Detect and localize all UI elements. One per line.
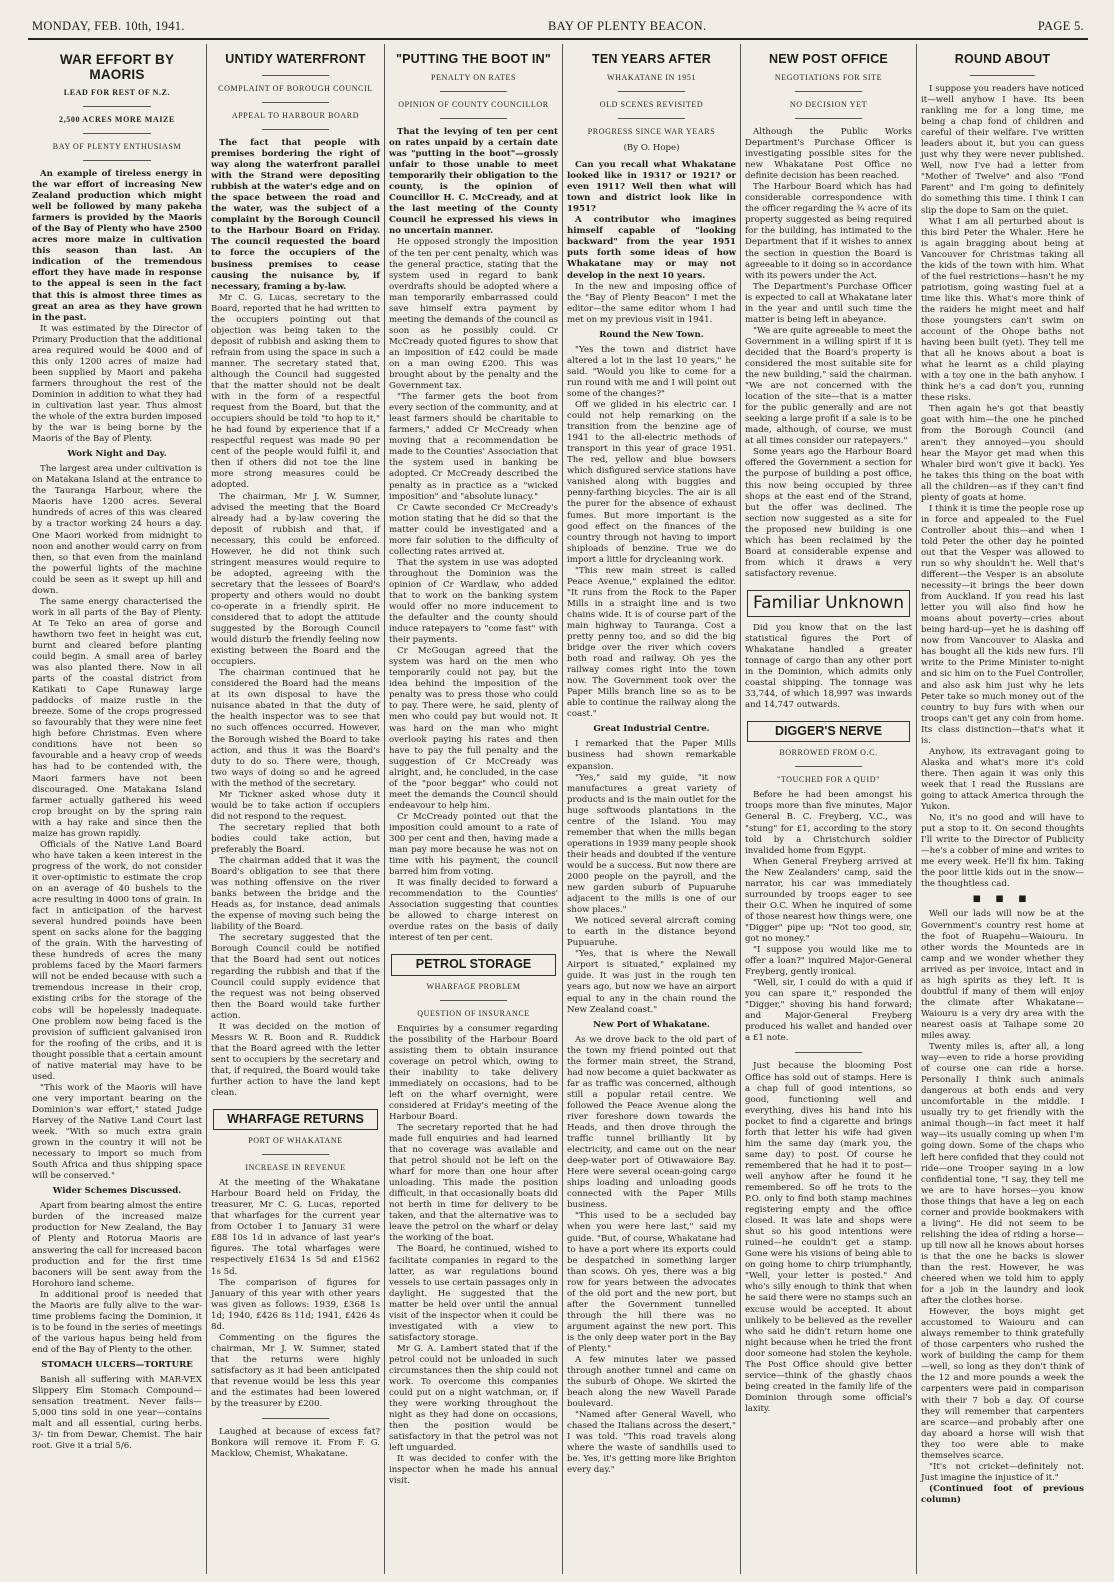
subheadline: WHAKATANE IN 1951: [606, 73, 697, 82]
paragraph: The secretary suggested that the Borough Council could be notified that the Board had sent out notices regarding the rubbish and that if the Council could supply evidence that the request was not being observed then the Board would take further action.: [211, 933, 380, 1021]
lead-paragraph: A contributor who imagines himself capable of "looking backward" from the year 1951 puts forth some ideas of how Whakatane may or may not develop in the next 10 years.: [567, 215, 736, 281]
paragraph: The Board, he continued, wished to facilitate companies in regard to the latter, as war regulations bound vessels to use certain passages only in daylight. He suggested that the matter be held over until the annual visit of the inspector when it could be investigated with a view to satisfactory storage.: [389, 1244, 558, 1343]
issue-date: MONDAY, FEB. 10th, 1941.: [32, 19, 185, 33]
paragraph: What I am all perturbed about is this bird Peter the Whaler. Here he is again bragging about being at Vancouver for Christmas taking all the kids of the town with him. What of the fuel restrictions—hasn't he my patriotism, going wasting fuel at a time like this. What's more think of the raiders he might meet and half those youngsters can't swim on account of the Ohope baths not having been built (yet). They tell me that all he knows about a boat is what he learnt as a child playing with a toy one in the bath anyhow. I think he's a cad don't you, running these risks.: [921, 216, 1084, 404]
subheadline: QUESTION OF INSURANCE: [417, 1008, 530, 1018]
paragraph: Some years ago the Harbour Board offered the Government a section for the purpose of building a post office, this now being occupied by three shops at the east end of the Strand, but the offer was declined. The section now suggested as a site for the proposed new building is one which has been reclaimed by the Board at considerable expense and from which it draws a very satisfactory revenue.: [745, 447, 912, 579]
lead-paragraph: An example of tireless energy in the war effort of increasing New Zealand production which might well be followed by many pakeha farmers is provided by the Maoris of the Bay of Plenty who have 2500 acres more maize in cultivation this season than last. An indication of the tremendous effort they have made in response to the appeal is seen in the fact that this is almost three times as great an area as they have grown in the past.: [32, 169, 202, 323]
divider: [440, 1000, 508, 1001]
paragraph: It was estimated by the Director of Primary Production that the additional area required would be 4000 and of this only 1200 acres of maize had been supplied by Maori and pakeha farmers throughout the rest of the Dominion in addition to what they had in cultivation last year. Thus almost the whole of the extra burden imposed by the war is being borne by the Maoris of the Bay of Plenty.: [32, 323, 202, 445]
section-heading: Work Night and Day.: [67, 449, 167, 460]
subheadline: APPEAL TO HARBOUR BOARD: [231, 111, 360, 120]
paragraph: Cr McGougan agreed that the system was hard on the men who temporarily could not pay, but the idea behind the imposition of the penalty was to press those who could to pay. There were, he said, plenty of men who could pay but would not. It was hard on the man who might overlook paying his rates and then have to pay the full penalty and the suggestion of Cr McCready was alright, and, he concluded, in the case of the "poor beggar" who could not meet the demands the Council should endeavour to help him.: [389, 646, 558, 811]
paragraph: Just because the blooming Post Office has sold out of stamps. Here is a chap full of good intentions, so good, functioning well and everything, dives his hand into his pocket to find a cigarette and brings forth that letter his wife had given him the same day (mark you, the same day) to post. Of course he remembered that he had it to post—well anyhow after he found it he remembered. So off he trots to the P.O. only to find both stamp machines registering empty and the office closed. It was late and shops were shut so his good intentions were ruined—he couldn't get a stamp. Gone were his visions of being able to on going home to chirp triumphantly, "Well, your letter is posted." And who's silly enough to think that when he said there were no stamps such an excuse would be accepted. It about unlikely to be believed as the reveller who said he didn't return home one night because when he tried the front door someone had stolen the keyhole. The Post Office should give better service—think of the ghastly chaos being created in the family life of the Dominion through some official's laxity.: [745, 1061, 912, 1414]
subheadline: OLD SCENES REVISITED: [599, 100, 704, 109]
divider: [618, 118, 686, 119]
paragraph: "This used to be a secluded bay when you were here last," said my guide. "But, of course, Whakatane had to have a port where its exports could be despatched in something larger than scows. Oh yes, there was a big row for years between the advocates of the old port and the new port, but after the Government tunnelled through the hill there was no argument against the new port. This is the only deep water port in the Bay of Plenty.": [567, 1211, 736, 1354]
subheadline: NO DECISION YET: [789, 100, 868, 109]
paragraph: The chairman continued that he considered the Board had the means at its own disposal to have the nuisance abated in that the duty of the health inspector was to see that no such offences occurred. However, the Borough wished the Board to take action, and thus it was the Board's duty to do so. There were, though, two ways of doing so and he agreed with the method of the secretary.: [211, 668, 380, 789]
paragraph: The secretary replied that both bodies could take action, but preferably the Board.: [211, 822, 380, 855]
paragraph: "The farmer gets the boot from every section of the community, and at least farmers should be charitable to farmers," added Cr McCready when moving that a recommendation be made to the Counties' Association that the system used in banking be adopted. Cr McCready described the penalty as in practice as a "wicked imposition" and "absolute lunacy.": [389, 392, 558, 502]
page-number: PAGE 5.: [1037, 19, 1084, 33]
lead-paragraph: Can you recall what Whakatane looked like in 1931? or 1921? or even 1911? Well then what will town and district look like in 1951?: [567, 160, 736, 215]
paragraph: Enquiries by a consumer regarding the possibility of the Harbour Board assisting them to obtain insurance coverage on petrol which, owing to their inability to take delivery immediately on occasions, had to be left on the wharf overnight, were considered at Friday's meeting of the Harbour Board.: [389, 1023, 558, 1122]
paragraph: Mr Tickner asked whose duty it would be to take action if occupiers did not respond to the request.: [211, 789, 380, 822]
section-heading: Great Industrial Centre.: [593, 724, 710, 735]
headline-petrol-storage: PETROL STORAGE: [391, 954, 556, 975]
paragraph: I suppose you readers have noticed it—well anyhow I have. Its been rankling me for a long time, me being a chap fond of children and careful of their welfare. I've written leaders about it, but you can guess just why they were never published. Well, now I've had a letter from "Mother of Twelve" and also "Fond Parent" and I'm going to definitely do something this time. I think I can slip the dope to Sam on the quiet.: [921, 84, 1084, 216]
divider: [440, 118, 508, 119]
paragraph: "I suppose you would like me to offer a loan?" inquired Major-General Freyberg, gently ironical.: [745, 945, 912, 978]
paragraph: "Named after General Wavell, who chased the Italians across the desert," I was told. "This road travels along where the waste of sandhills used to be. Yes, it's getting more like Brighton every day.": [567, 1410, 736, 1476]
advert-text: Banish all suffering with MAR-VEX Slippery Elm Stomach Compound—sensation treatment. Never fails—5,000 tins sold in one year—contains malt and all essential, curing herbs. 3/- tin from Dewar, Chemist. The hair root. Give it a trial 5/6.: [32, 1375, 202, 1452]
byline: (By O. Hope): [623, 143, 680, 153]
paragraph: The same energy characterised the work in all parts of the Bay of Plenty. At Te Teko an area of gorse and hawthorn two feet in height was cut, burnt and cleared before planting could begin. A small area of barley was also planted there. Now in all parts of the coastal district from Katikati to Cape Runaway large paddocks of maize rustle in the breeze. Some of the crops progressed so favourably that they were nine feet high before Christmas. Even where conditions have not been so favourable and a heavy crop of weeds has had to be contended with, the Maori farmers have not been discouraged. One Matakana Island farmer actually gathered his weed crop brought on by the spring rain with a hay rake and since then the maize has grown rapidly.: [32, 596, 202, 839]
subheadline: OPINION OF COUNTY COUNCILLOR: [398, 100, 549, 109]
advert-text: Laughed at because of excess fat? Bonkora will remove it. From F. G. Macklow, Chemist, Whakatane.: [211, 1427, 380, 1460]
paragraph: "Well, sir, I could do with a quid if you can spare it," responded the "Digger," shoving his hand forward; and Major-General Freyberg produced his wallet and handed over a £1 note.: [745, 978, 912, 1044]
paragraph: As we drove back to the old part of the town my friend pointed out that the former main street, the Strand, had now become a quiet backwater as far as traffic was concerned, although still a popular retail centre. We followed the Peace Avenue along the river foreshore down towards the Heads, and then drove through the traffic tunnel brilliantly lit by electricity, and came out on the near deep-water port of Otiwawaiore Bay. Here were several ocean-going cargo ships loading and unloading goods connected with the Paper Mills business.: [567, 1034, 736, 1211]
paragraph: "This new main street is called Peace Avenue," explained the editor. "It runs from the Rock to the Paper Mills in a straight line and is two chains wide. It is of course part of the main highway to Tauranga. Cost a pretty penny too, and so did the big bridge over the river which covers both road and railway. Oh yes the railway comes right into the town now. The Government took over the Paper Mills branch line so as to be able to continue the railway along the coast.": [567, 565, 736, 720]
paragraph: That the system in use was adopted throughout the Dominion was the opinion of Cr Wardlaw, who added that to work on the banking system would offer no more inducement to the defaulter and the county should induce ratepayers to "come fast" with their payments.: [389, 557, 558, 646]
headline: ROUND ABOUT: [954, 52, 1051, 66]
column-rates-penalty: [384, 44, 562, 1574]
subheadline: 2,500 ACRES MORE MAIZE: [59, 115, 175, 124]
subheadline: BORROWED FROM O.C.: [779, 748, 878, 758]
paragraph: Off we glided in his electric car. I could not help remarking on the transition from the benzine age of 1941 to the all-electric methods of transport in this year of grace 1951. The red, yellow and blue bowsers which disfigured service stations have vanished along with buggies and penny-farthing bicycles. The air is all the purer for the absence of exhaust fumes. But more important is the good effect on the finances of the country through not having to import shiploads of benzine. True we do import a little for drycleaning work.: [567, 400, 736, 565]
paragraph: When General Freyberg arrived at the New Zealanders' camp, said the narrator, his car was immediately surrounded by troops eager to see their O.C. When he inquired of some of those nearest how things were, one "Digger" pipe up: "Not too good, sir, got no money.": [745, 856, 912, 944]
divider: [795, 1052, 862, 1053]
paragraph: Twenty miles is, after all, a long way—even to ride a horse providing of course one can ride a horse. Personally I think such animals dangerous at both ends and very uncomfortable in the middle. I usually try to get friendly with the animal though—in fact meet it half way—its usually coming up when I'm going down. Some of the chaps who left here confided that they could not ride—one Trooper saying in a low confidential tone, "I say, they tell me we are to have horses—you know those things that have a leg on each corner and provide bookmakers with a living". He did not seem to be relishing the idea of riding a horse—up till now all he knows about horses is that the one he backs is slower than the rest. However, he was cheered when we told him to apply for a job in the laundry and look after the clothes horse.: [921, 1042, 1084, 1307]
section-separator: ■ ■ ■: [972, 894, 1033, 905]
headline: TEN YEARS AFTER: [592, 52, 711, 66]
subheadline: COMPLAINT OF BOROUGH COUNCIL: [218, 84, 373, 93]
divider: [795, 118, 862, 119]
headline-wharfage: WHARFAGE RETURNS: [213, 1109, 378, 1130]
paragraph: Mr G. A. Lambert stated that if the petrol could not be unloaded in such circumstances then the ship could not work. To overcome this companies could put on a night watchman, or, if they were working throughout the night as they had done on occasions, then the position would be satisfactory in that the petrol was not left unguarded.: [389, 1343, 558, 1454]
divider: [440, 91, 508, 92]
divider: [970, 75, 1035, 76]
paragraph: Cr Cawte seconded Cr McCready's motion stating that he did so that the matter could be investigated and a more fair solution to the difficulty of collecting rates arrived at.: [389, 502, 558, 557]
subheadline: PENALTY ON RATES: [430, 73, 516, 82]
headline: UNTIDY WATERFRONT: [225, 52, 366, 66]
paragraph: Well our lads will now be at the Government's country rest home at the foot of Ruapehu—Waiouru. In other words the Mounteds are in camp and we wonder whether they arrived as per invoice, intact and in as high spirits as they left. It is doubtful if many of them will enjoy the climate after Whakatane—Waiouru is a very dry area with the nearest oasis at Taihape some 20 miles away.: [921, 909, 1084, 1041]
divider: [83, 106, 151, 107]
paragraph: Anyhow, its extravagant going to Alaska and what's more it's cold there. Then again it was only this week that I read the Russians are going to attack America through the Yukon.: [921, 746, 1084, 813]
paragraph: The secretary reported that he had made full enquiries and had learned that no coverage was available and that petrol should not be left on the wharf for more than one hour after unloading. This made the position difficult, in that occasionally boats did not berth in time for delivery to be taken, and that the alternative was to leave the petrol on the wharf or delay the working of the boat.: [389, 1122, 558, 1244]
column-waterfront: [206, 44, 384, 1574]
paragraph: "Yes," said my guide, "it now manufactures a great variety of products and is the main outlet for the huge softwoods plantations in the centre of the Island. You may remember that when the mills began operations in 1939 many people shook their heads and doubted if the venture would be a success. But now there are 2000 people on the payroll, and the new garden suburb of Pupuaruhe adjacent to the mills is one of our show places.": [567, 772, 736, 916]
paper-name: BAY OF PLENTY BEACON.: [548, 19, 707, 33]
columns: [28, 44, 1088, 1574]
paragraph: No, it's no good and will have to put a stop to it. On second thoughts I'll write to the Director of Publicity—he's a cobber of mine and writes to me every week. He'll fix him. Taking the poor little kids out in the snow—the thoughtless cad.: [921, 813, 1084, 890]
paragraph: A few minutes later we passed through another tunnel and came on the suburb of Ohope. We skirted the beach along the new Wavell Parade boulevard.: [567, 1355, 736, 1410]
divider: [262, 1154, 330, 1155]
paragraph: The chairman, Mr J. W. Sumner, advised the meeting that the Board already had a by-law covering the deposit of rubbish and that, if necessary, this could be enforced. However, he did not think such stringent measures would require to be adopted, agreeing with the secretary that the lessees of Board's property and others would no doubt co-operate in a friendly spirit. He considered that to adopt the attitude suggested by the Borough Council would disturb the friendly feeling now existing between the Board and the occupiers.: [211, 491, 380, 668]
masthead: [28, 8, 1088, 40]
paragraph: It was decided on the motion of Messrs W. R. Boon and R. Ruddick that the Board agreed with the letter sent to occupiers by the secretary and that, if required, the Board would take further action to have the land kept clean.: [211, 1021, 380, 1099]
paragraph: We noticed several aircraft coming to earth in the distance beyond Pupuaruhe.: [567, 916, 736, 949]
section-heading: New Port of Whakatane.: [593, 1019, 710, 1030]
paragraph: Before he had been amongst his troops more than five minutes, Major General B. C. Freyberg, V.C., was "stung" for £1, according to the story told by a Christchurch soldier invalided home from Egypt.: [745, 790, 912, 856]
paragraph: The comparison of figures for January of this year with other years was given as follows: 1939, £368 1s 1d; 1940, £426 8s 11d; 1941, £426 4s 8d.: [211, 1277, 380, 1332]
paragraph: The Harbour Board which has had considerable correspondence with the officer regarding the ¾ acre of its property suggested as being required for the building, has intimated to the Department that if it wishes to annex the section in question the Board is agreeable to it doing so in accordance with its powers under the Act.: [745, 182, 912, 281]
paragraph: The largest area under cultivation is on Matakana Island at the entrance to the Tauranga Harbour, where the Maoris have 1200 acres. Several hundreds of acres of this was cleared by a tractor working 24 hours a day. One Maori worked from midnight to noon and another would carry on from then, so that even from the mainland the powerful lights of the machine could be seen as it swept up hill and down.: [32, 464, 202, 596]
paragraph: Although the Public Works Department's Purchase Officer is investigating possible sites for the new Whakatane Post Office no definite decision has been reached.: [745, 127, 912, 182]
continuation-note: (Continued foot of previous column): [921, 1483, 1084, 1505]
subheadline: "TOUCHED FOR A QUID": [776, 775, 881, 785]
divider: [795, 766, 862, 767]
subheadline: BAY OF PLENTY ENTHUSIASM: [52, 142, 182, 151]
headline: "PUTTING THE BOOT IN": [396, 52, 551, 66]
divider: [262, 102, 330, 103]
subheadline: WHARFAGE PROBLEM: [426, 981, 521, 991]
paragraph: "Yes, that is where the Newall Airport is situated," explained my guide. It was just in the rough ten years ago, but now we have an airport equal to any in the chain round the New Zealand coast.": [567, 949, 736, 1015]
paragraph: Apart from bearing almost the entire burden of the increased maize production for New Zealand, the Bay of Plenty and Rotorua Maoris are answering the call for increased bacon production and for the first time baconers will be sent away from the Horohoro land scheme.: [32, 1201, 202, 1289]
headline-diggers-nerve: DIGGER'S NERVE: [747, 721, 910, 742]
paragraph: Did you know that on the last statistical figures the Port of Whakatane handled a greater tonnage of cargo than any other port in the Dominion, which admits only coastal shipping. The tonnage was 33,744, of which 18,997 was inwards and 14,747 outwards.: [745, 622, 912, 711]
paragraph: Then again he's got that beastly goat with him—the one he pinched from the Borough Council (and aren't they annoyed—you should hear the Mayor get mad when this Whaler bird won't give it back). Yes he takes this thing on the boat with all the children—as if they can't find plenty of goats at home.: [921, 404, 1084, 503]
section-heading: Wider Schemes Discussed.: [52, 1186, 182, 1197]
subheadline: INCREASE IN REVENUE: [245, 1163, 346, 1173]
paragraph: Officials of the Native Land Board who have taken a keen interest in the progress of the work, do not consider it over-optimistic to estimate the crop on an average of 40 bushels to the acre resulting in 4000 tons of grain. In fact in anticipation of the harvest several hundred pounds have been spent on sacks alone for the bagging of the grain. With the harvesting of these hundreds of acres the many problems faced by the Maori farmers will not be ended because with such a tremendous increase in their crop, existing cribs for the storage of the cobs will be hopelessly inadequate. One problem now being faced is the provision of sufficient galvanised iron for the roofing of the cribs, and it is thought possible that a certain amount of native material may have to be used.: [32, 839, 202, 1082]
column-war-effort: [28, 44, 206, 1574]
paragraph: "We are quite agreeable to meet the Government in a willing spirit if it is decided that the Board's property is considered the most suitable site for the new building," said the chairman. "We are not concerned with the location of the site—that is a matter for the public generally and are not seeking a large profit if a sale is to be made, although, of course, we must at all times consider our ratepayers.": [745, 325, 912, 447]
headline-familiar-unknown: Familiar Unknown: [747, 590, 910, 617]
column-round-about: [916, 44, 1088, 1574]
paragraph: Commenting on the figures the chairman, Mr J. W. Sumner, stated that the returns were highly satisfactory as it had been anticipated that revenue would be less this year and the estimates had been lowered by the treasurer by £200.: [211, 1332, 380, 1410]
divider: [83, 133, 151, 134]
divider: [795, 91, 862, 92]
paragraph: Cr McCready pointed out that the imposition could amount to a rate of 300 per cent and then, having made a man pay more because he was not on time with his payment, the council barred him from voting.: [389, 811, 558, 878]
paragraph: The Department's Purchase Officer is expected to call at Whakatane later in the year and until such time the matter is being left in abeyance.: [745, 281, 912, 325]
paragraph: I think it is time the people rose up in force and appealed to the Fuel Controller about this—and when I told Peter the other day he pointed out that the Vesper was allowed to run so why shouldn't he. Well that's different—the Vesper is an absolute necessity—it brings the beer down from Auckland. If you read his last letter you will also find how he moans about poverty—cries about being hard-up—yet he is dashing off now from Vancouver to Alaska and has bought all the kids new furs. I'll write to the Prime Minister to-night and sic him on to the Fuel Controller, and also ask him just why he lets Peter take so much money out of the country to buy furs with when our troops can't get any coin from home. Its class distinction—that's what it is.: [921, 503, 1084, 746]
paragraph: Mr C. G. Lucas, secretary to the Board, reported that he had written to the occupiers pointing out that objection was being taken to the deposit of rubbish and asking them to refrain from using the space in such a manner. The secretary stated that, although the Council had suggested that the matter should not be dealt with in the form of a respectful request from the Board, but that the occupiers should be told "to hop to it," he had found by experience that if a respectful request was made 90 per cent of the people would fulfil it, and then if others did not toe the line more strong measures could be adopted.: [211, 292, 380, 491]
lead-paragraph: The fact that people with premises bordering the right of way along the waterfront parallel with the Strand were depositing rubbish at the water's edge and on the space between the road and the water, was the subject of a complaint by the Borough Council to the Harbour Board on Friday. The council requested the board to force the occupiers of the business premises to cease causing the nuisance by, if necessary, framing a by-law.: [211, 138, 380, 292]
subheadline: NEGOTIATIONS FOR SITE: [774, 73, 883, 82]
divider: [83, 160, 151, 161]
paragraph: In additional proof is needed that the Maoris are fully alive to the war-time problems facing the Dominion, it is to be found in the series of meetings of the various hapus being held from end of the Bay of Plenty to the other.: [32, 1289, 202, 1355]
paragraph: It was decided to confer with the inspector when he made his annual visit.: [389, 1454, 558, 1487]
advert-heading: STOMACH ULCERS—TORTURE: [41, 1359, 193, 1370]
paragraph: I remarked that the Paper Mills business had shown remarkable expansion.: [567, 739, 736, 772]
paragraph: "Yes the town and district have altered a lot in the last 10 years," he said. "Would you like to come for a run round with me and I will point out some of the changes?": [567, 344, 736, 399]
paragraph: However, the boys might get accustomed to Waiouru and can always remember to think gratefully of those carpenters who rushed the work of building the camp for them —well, so long as they don't think of the 12 and more pounds a week the carpenters were paid in comparison with their 7 bob a day. Of course they will remember that carpenters are scarce—and probably after one day aboard a horse will wish that they too were able to make themselves scarce.: [921, 1307, 1084, 1461]
column-ten-years-after: [562, 44, 740, 1574]
lead-paragraph: That the levying of ten per cent on rates unpaid by a certain date was "putting in the boot"—grossly unfair to those unable to meet temporarily their obligation to the county, is the opinion of Councillor H. C. McCready, and at the last meeting of the County Council he expressed his views in no uncertain manner.: [389, 127, 558, 237]
paragraph: In the new and imposing office of the "Bay of Plenty Beacon" I met the editor—the same editor whom I had met on my previous visit in 1941.: [567, 281, 736, 325]
paragraph: "This work of the Maoris will have one very important bearing on the Dominion's war effort," stated Judge Harvey of the Native Land Court last week. "With so much extra grain grown in the country it will not be necessary to import so much from South Africa and thus shipping space will be conserved.": [32, 1082, 202, 1182]
section-heading: Round the New Town.: [599, 329, 704, 340]
column-post-office: [740, 44, 916, 1574]
headline: WAR EFFORT BY MAORIS: [59, 52, 175, 82]
paragraph: It was finally decided to forward a recommendation to the Counties' Association suggesting that counties be allowed to charge interest on overdue rates on the basis of daily interest of ten per cent.: [389, 878, 558, 944]
divider: [262, 75, 330, 76]
divider: [262, 129, 330, 130]
divider: [262, 1418, 330, 1419]
headline: NEW POST OFFICE: [769, 52, 888, 66]
paragraph: He opposed strongly the imposition of the ten per cent penalty, which was the general practice, stating that the system used in regard to bank overdrafts should be adopted where a man temporarily embarrassed could save himself extra payment by meeting the demands of the council as soon as he possibly could. Cr McCready quoted figures to show that an imposition of £42 could be made on a man owing £200. This was brought about by the penalty and the Government tax.: [389, 237, 558, 392]
paragraph: The chairman added that it was the Board's obligation to see that there was nothing offensive on the river banks between the bridge and the Heads as, for instance, dead animals the expense of moving such being the liability of the Board.: [211, 856, 380, 933]
divider: [618, 91, 686, 92]
subheadline: PORT OF WHAKATANE: [248, 1136, 343, 1146]
subheadline: LEAD FOR REST OF N.Z.: [63, 88, 171, 97]
paragraph: At the meeting of the Whakatane Harbour Board held on Friday, the treasurer, Mr C. G. Lucas, reported that wharfages for the current year from October 1 to January 31 were £88 10s 1d in advance of last year's figures. The total wharfages were respectively £1634 1s 5d and £1562 1s 5d.: [211, 1178, 380, 1277]
subheadline: PROGRESS SINCE WAR YEARS: [587, 127, 716, 136]
paragraph: "It's not cricket—definitely not. Just imagine the injustice of it.": [921, 1461, 1084, 1483]
